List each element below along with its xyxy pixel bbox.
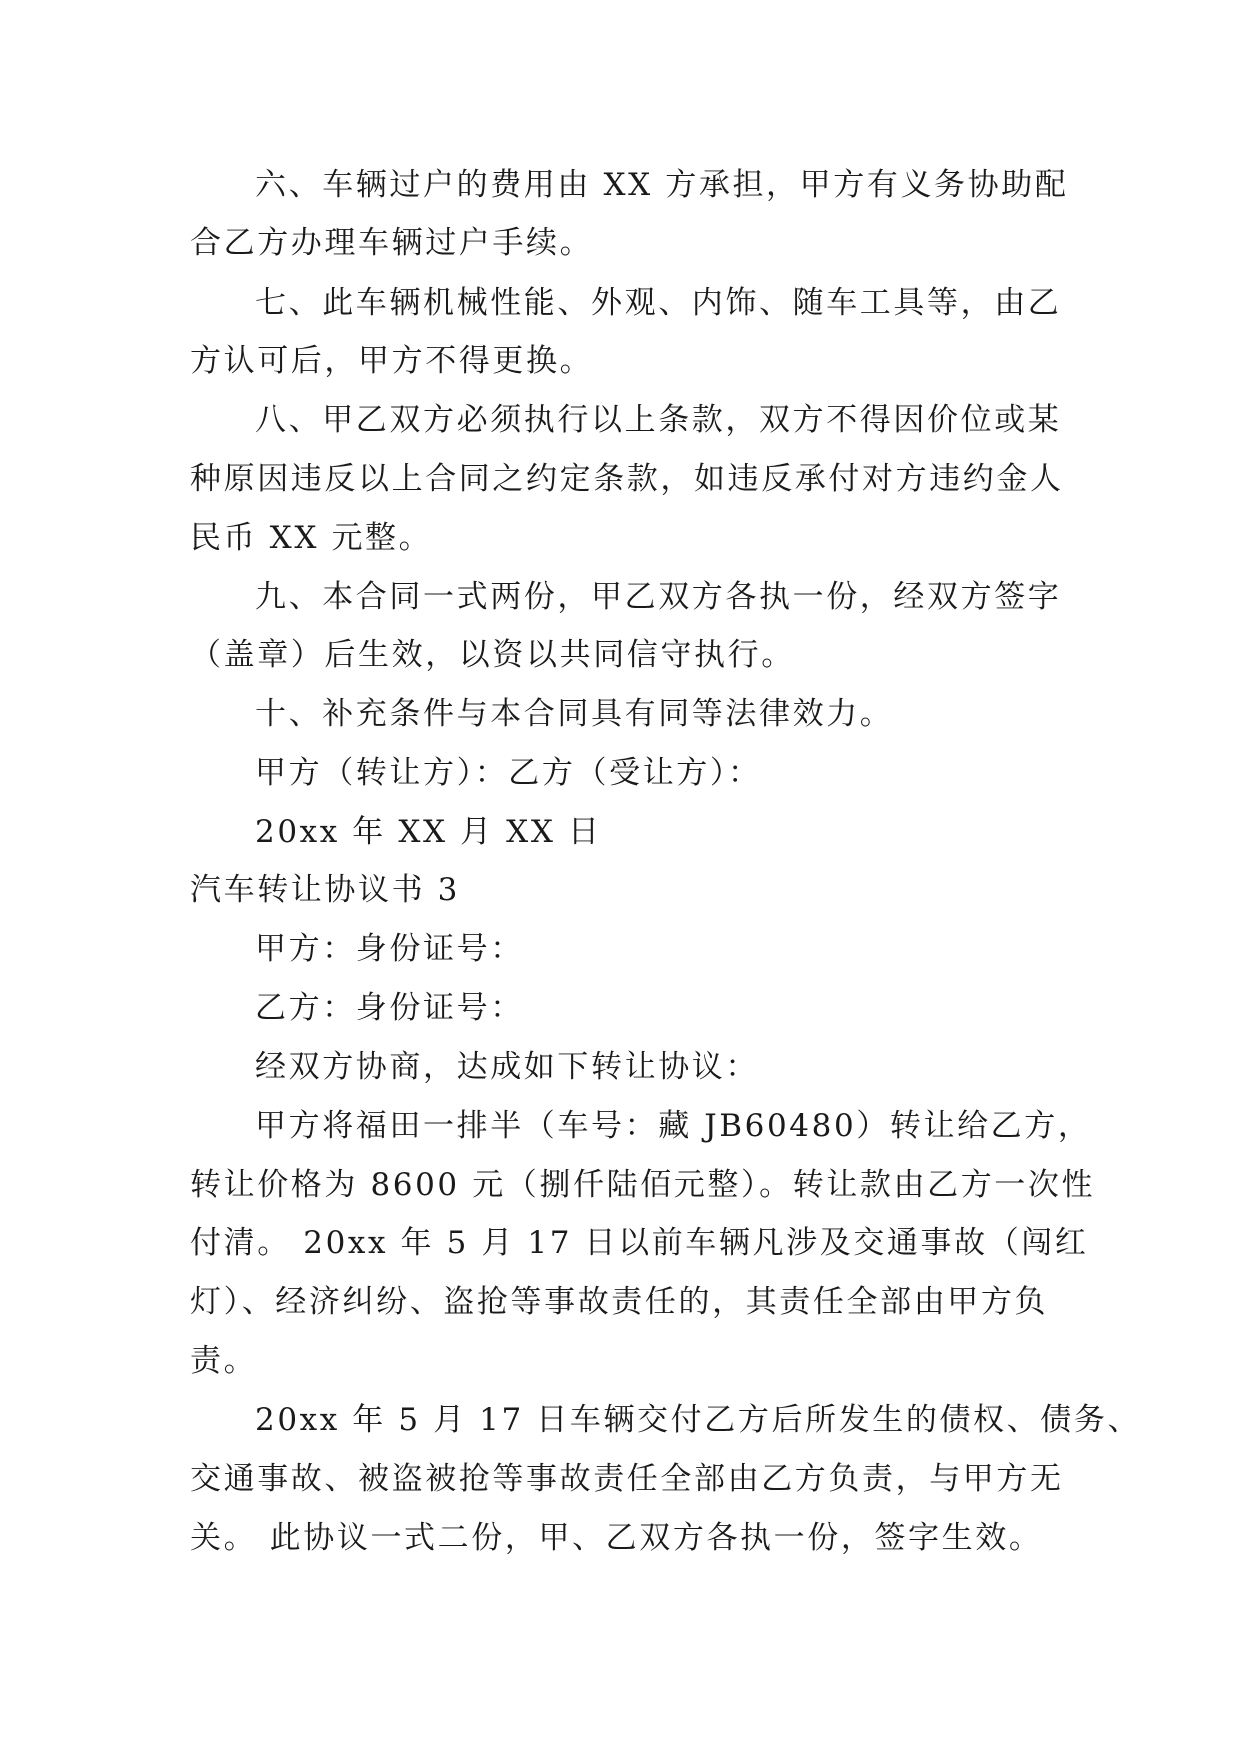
transfer-para-line-2: 转让价格为 8600 元（捌仟陆佰元整）。转让款由乙方一次性 [190,1167,1096,1203]
transfer-para-line-4: 灯）、经济纠纷、盗抢等事故责任的，其责任全部由甲方负 [190,1284,1049,1320]
agreement-intro: 经双方协商，达成如下转让协议： [255,1049,759,1085]
clause-6-line-2: 合乙方办理车辆过户手续。 [190,225,594,261]
clause-8-line-2: 种原因违反以上合同之约定条款，如违反承付对方违约金人 [190,461,1064,497]
clause-6-line-1: 六、车辆过户的费用由 XX 方承担，甲方有义务协助配 [255,167,1069,203]
transfer-para-line-3: 付清。 20xx 年 5 月 17 日以前车辆凡涉及交通事故（闯红 [190,1225,1089,1261]
clause-7-line-2: 方认可后，甲方不得更换。 [190,343,594,379]
clause-9-line-2: （盖章）后生效，以资以共同信守执行。 [190,637,795,673]
signature-parties: 甲方（转让方）：乙方（受让方）： [255,755,762,791]
clause-9-line-1: 九、本合同一式两份，甲乙双方各执一份，经双方签字 [255,579,1062,615]
liability-para-line-2: 交通事故、被盗被抢等事故责任全部由乙方负责，与甲方无 [190,1461,1064,1497]
transfer-para-line-1: 甲方将福田一排半（车号：藏 JB60480）转让给乙方， [255,1108,1092,1144]
signature-date: 20xx 年 XX 月 XX 日 [255,814,602,850]
transfer-para-line-5: 责。 [190,1343,258,1379]
party-b-id: 乙方：身份证号： [255,990,524,1026]
liability-para-line-1: 20xx 年 5 月 17 日车辆交付乙方后所发生的债权、债务、 [255,1402,1142,1438]
agreement-3-title: 汽车转让协议书 3 [190,872,460,908]
party-a-id: 甲方：身份证号： [255,931,524,967]
clause-8-line-3: 民币 XX 元整。 [190,520,433,556]
clause-7-line-1: 七、此车辆机械性能、外观、内饰、随车工具等，由乙 [255,285,1062,321]
liability-para-line-3: 关。 此协议一式二份，甲、乙双方各执一份，签字生效。 [190,1520,1043,1556]
clause-8-line-1: 八、甲乙双方必须执行以上条款，双方不得因价位或某 [255,402,1062,438]
clause-10: 十、补充条件与本合同具有同等法律效力。 [255,696,894,732]
